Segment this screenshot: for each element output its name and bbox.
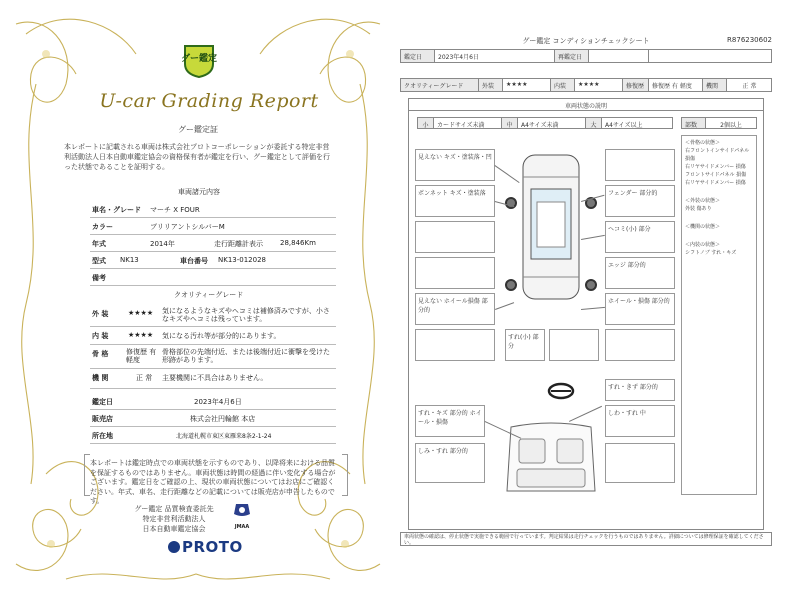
callout-box: ヘコミ(小) 部分 [605, 221, 675, 253]
callout-box [549, 329, 599, 361]
parts-count: 部数 2個以上 [681, 117, 757, 129]
spec-row-exterior: 外 装 ★★★★ 気になるようなキズやヘコミは補修済みですが、小さなキズやヘコミは残っています。 [90, 305, 336, 327]
quality-heading-row: クオリティーグレード [174, 291, 244, 299]
spec-heading: 車両諸元内容 [178, 188, 220, 196]
callout-box: しわ・すれ 中 [605, 405, 675, 437]
spec-row-date: 鑑定日 2023年4月6日 [90, 393, 336, 410]
tire-rear-right-icon [585, 279, 597, 291]
tire-rear-left-icon [505, 279, 517, 291]
sheet-id: R876230602 [727, 36, 772, 44]
size-legend: 小 カードサイズ未満 中 A4サイズ未満 大 A4サイズ以上 [417, 117, 673, 129]
callout-box: ボンネット キズ・塗装落 [415, 185, 495, 217]
exterior-stars: ★★★★ [128, 309, 154, 317]
sheet-ext-stars: ★★★★ [503, 79, 551, 91]
proto-brand: PROTO [182, 538, 243, 556]
callout-box: エッジ 部分的 [605, 257, 675, 289]
sheet-int-stars: ★★★★ [575, 79, 623, 91]
sheet-footer: 車両状態の確認は、停止状態で実施できる範囲で行っています。判定結果は走行チェックを行うものではありません。詳細については修理保証を確認してください。 [400, 532, 772, 546]
steering-wheel-icon [547, 381, 575, 401]
report-title: U-car Grading Report [99, 90, 319, 112]
condition-notes-column: ＜骨格の状態＞ 右フロントインサイドパネル 損傷 右リヤサイドメンバー 損傷 フロントサイドパネル 損傷 右リヤサイドメンバー 損傷 ＜外装の状態＞ 外装 傷あり ＜機関の状態＞ ＜内装の状態＞ シフトノブ すれ・キズ [681, 135, 757, 495]
spec-row-address: 所在地 北海道札幌市東区東雁来8条2-1-24 [90, 427, 336, 444]
spec-row-interior: 内 装 ★★★★ 気になる汚れ等が部分的にあります。 [90, 327, 336, 345]
condition-check-sheet [400, 36, 772, 544]
callout-box: 見えない キズ・塗装落・凹 [415, 149, 495, 181]
callout-box: しみ・すれ 部分的 [415, 443, 485, 483]
callout-box: ホイール・損傷 部分的 [605, 293, 675, 325]
callout-box [605, 329, 675, 361]
callout-box [415, 221, 495, 253]
report-disclaimer: 本レポートは鑑定時点での車両状態を示すものであり、以降将来における品質を保証するものではありません。車両状態は時間の経過に伴い変化する場合がございます。鑑定日をご確認の上、現状の車両状態についてはお店にご確認ください。年式、車名、走行距離などの記載については販売店が申告したものです。 [90, 459, 336, 505]
sheet-title: グー鑑定 コンディションチェックシート [522, 37, 650, 45]
spec-row-mechanics: 機 関 正 常 主要機関に不具合はありません。 [90, 369, 336, 389]
callout-box: すれ(小) 部分 [505, 329, 545, 361]
spec-row-dealer: 販売店 株式会社円輪館 本店 [90, 410, 336, 427]
notes-bracket-right [342, 454, 348, 496]
organization-credits: グー鑑定 品質検査委託先 特定非営利活動法人 日本自動車鑑定協会 [134, 505, 214, 533]
interior-stars: ★★★★ [128, 331, 154, 339]
report-intro: 本レポートに記載される車両は株式会社プロトコーポレーションが委託する特定非営利活動法人日本自動車鑑定協会の資格保有者が鑑定を行い、グー鑑定として評価を行った状態であることを証明する。 [64, 143, 330, 171]
callout-box: フェンダー 部分的 [605, 185, 675, 217]
spec-row-type: 型式 NK13 車台番号 NK13-012028 [90, 252, 336, 269]
condition-heading: 車両状態の説明 [564, 103, 607, 110]
sheet-date-row: 鑑定日 2023年4月6日 再鑑定日 [400, 49, 772, 63]
callout-box [605, 149, 675, 181]
jmaa-label: JMAA [234, 524, 250, 530]
badge-label: グー鑑定 [181, 54, 218, 64]
sheet-grade-row: クオリティーグレード 外装 ★★★★ 内装 ★★★★ 修復歴 修復歴 有 軽度 機関 正 常 [400, 78, 772, 92]
callout-box: すれ・きず 部分的 [605, 379, 675, 401]
spec-row-year: 年式 2014年 走行距離計表示 28,846Km [90, 235, 336, 252]
spec-row-frame: 骨 格 修復歴 有 軽度 骨格部位の先端付近、または後端付近に衝撃を受けた形跡があります。 [90, 345, 336, 369]
callout-box [415, 257, 495, 289]
callout-box: すれ・キズ 部分的 ホイール・損傷 [415, 405, 485, 437]
tire-front-left-icon [505, 197, 517, 209]
callout-box: 見えない ホイール損傷 部分的 [415, 293, 495, 325]
condition-frame [408, 98, 764, 530]
callout-box [415, 329, 495, 361]
proto-logo-icon [168, 541, 180, 553]
grading-report [6, 4, 390, 596]
spec-row-model: 車名・グレード マーチ X FOUR [90, 201, 336, 218]
callout-box [605, 443, 675, 483]
interior-seat-diagram [501, 421, 601, 501]
spec-row-color: カラー ブリリアントシルバーM [90, 218, 336, 235]
spec-row-remarks: 備考 [90, 269, 336, 286]
report-subtitle: グー鑑定証 [178, 125, 218, 134]
